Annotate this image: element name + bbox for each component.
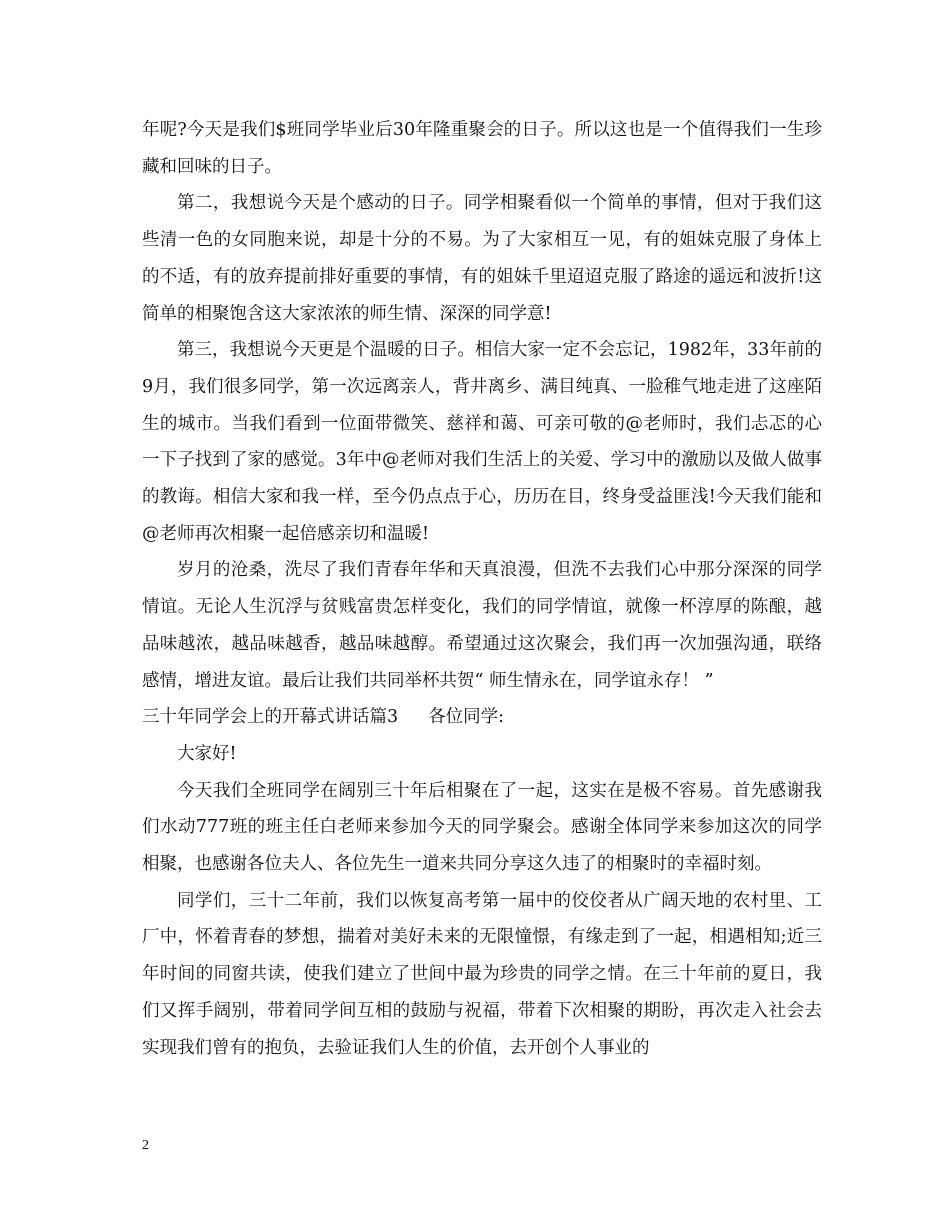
page-number: 2	[142, 1138, 149, 1153]
paragraph: 岁月的沧桑，洗尽了我们青春年华和天真浪漫，但洗不去我们心中那分深深的同学情谊。无论人生沉浮与贫贱富贵怎样变化，我们的同学情谊，就像一杯淳厚的陈酿，越品味越浓，越品味越香，越品味越醇。希望通过这次聚会，我们再一次加强沟通，联络感情，增进友谊。最后让我们共同举杯共贺“ 师生情永在，同学谊永存！ ”	[142, 560, 822, 691]
paragraph: 大家好!	[177, 743, 237, 764]
document-body	[142, 112, 822, 1066]
salutation: 各位同学:	[428, 707, 505, 728]
paragraph: 同学们，三十二年前，我们以恢复高考第一届中的佼佼者从广阔天地的农村里、工厂中，怀着青春的梦想，揣着对美好未来的无限憧憬，有缘走到了一起，相遇相知;近三年时间的同窗共读，使我们建立了世间中最为珍贵的同学之情。在三十年前的夏日，我们又挥手阔别，带着同学间互相的鼓励与祝福，带着下次相聚的期盼，再次走入社会去实现我们曾有的抱负，去验证我们人生的价值，去开创个人事业的	[142, 890, 822, 1058]
paragraph: 第三，我想说今天更是个温暖的日子。相信大家一定不会忘记，1982年，33年前的9月，我们很多同学，第一次远离亲人，背井离乡、满目纯真、一脸稚气地走进了这座陌生的城市。当我们看到一位面带微笑、慈祥和蔼、可亲可敬的@老师时，我们忐忑的心一下子找到了家的感觉。3年中@老师对我们生活上的关爱、学习中的激励以及做人做事的教诲。相信大家和我一样，至今仍点点于心，历历在目，终身受益匪浅!今天我们能和@老师再次相聚一起倍感亲切和温暖!	[142, 340, 822, 544]
paragraph: 年呢?今天是我们$班同学毕业后30年隆重聚会的日子。所以这也是一个值得我们一生珍藏和回味的日子。	[142, 120, 822, 177]
section-heading	[142, 699, 822, 736]
section-title: 三十年同学会上的开幕式讲话篇3	[142, 707, 399, 728]
paragraph: 第二，我想说今天是个感动的日子。同学相聚看似一个简单的事情，但对于我们这些清一色的女同胞来说，却是十分的不易。为了大家相互一见，有的姐妹克服了身体上的不适，有的放弃提前排好重要的事情，有的姐妹千里迢迢克服了路途的遥远和波折!这简单的相聚饱含这大家浓浓的师生情、深深的同学意!	[142, 193, 822, 324]
paragraph: 今天我们全班同学在阔别三十年后相聚在了一起，这实在是极不容易。首先感谢我们水动777班的班主任白老师来参加今天的同学聚会。感谢全体同学来参加这次的同学相聚，也感谢各位夫人、各位先生一道来共同分享这久违了的相聚时的幸福时刻。	[142, 780, 822, 875]
